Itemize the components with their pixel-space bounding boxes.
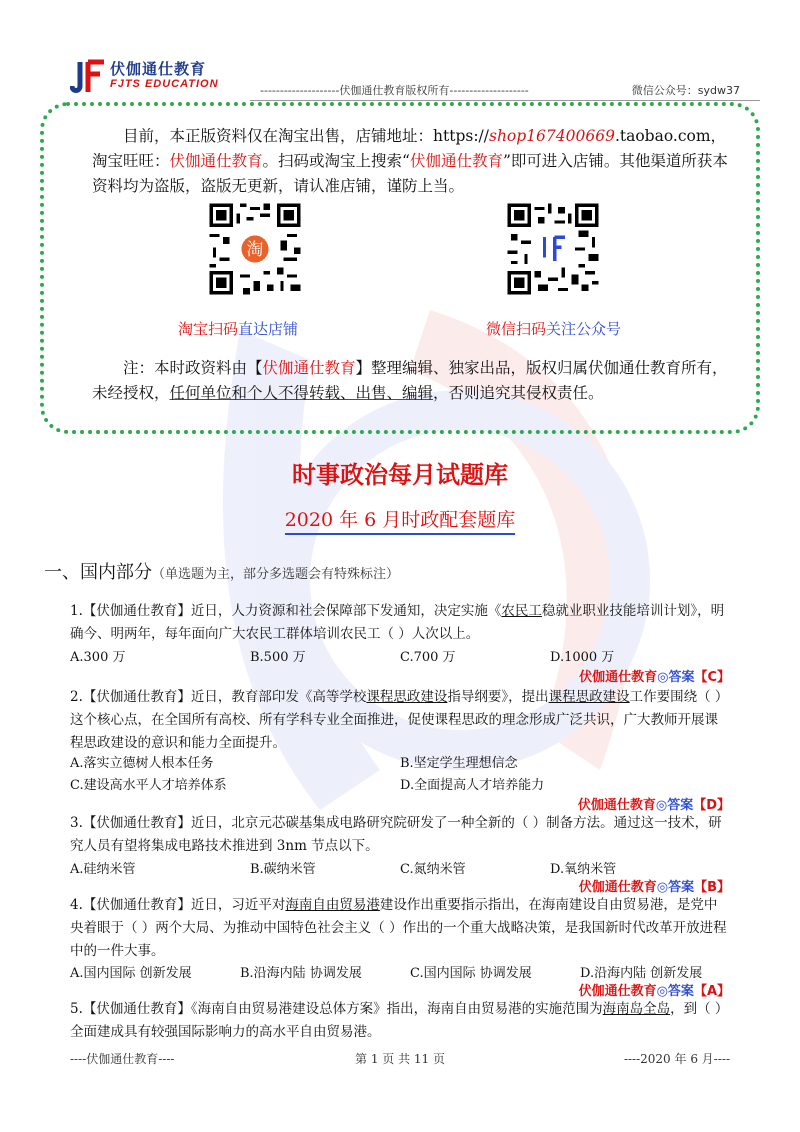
- taobao-qr-label: 淘宝扫码直达店铺: [178, 320, 299, 338]
- question-3: 3.【伏伽通仕教育】近日，北京元芯碳基集成电路研究院研发了一种全新的（ ）制备方法。通过这一技术，研究人员有望将集成电路技术推进到 3nm 节点以下。: [70, 815, 722, 854]
- option-d[interactable]: D.氧纳米管: [550, 862, 617, 877]
- option-b[interactable]: B.500 万: [250, 650, 306, 665]
- footer-page-number: 第 1 页 共 11 页: [355, 1052, 445, 1066]
- question-3-answer: 伏伽通仕教育◎答案【B】: [578, 880, 730, 895]
- wechat-qr-code[interactable]: [504, 200, 602, 298]
- jf-logo-icon: [70, 56, 106, 96]
- taobao-qr-badge: 淘: [246, 239, 264, 260]
- footer-date: ----2020 年 6 月----: [623, 1052, 730, 1066]
- question-1-options: [70, 646, 730, 668]
- option-c[interactable]: C.700 万: [400, 650, 456, 665]
- question-2-answer: 伏伽通仕教育◎答案【D】: [577, 798, 730, 813]
- header-divider: [250, 100, 760, 101]
- logo-chinese-text: 伏伽通仕教育: [110, 60, 207, 78]
- header-copyright: --------------------伏伽通仕教育版权所有--------------------: [260, 84, 529, 97]
- option-b[interactable]: B.坚定学生理想信念: [400, 756, 518, 771]
- page-subtitle: 2020 年 6 月时政配套题库: [0, 505, 800, 532]
- option-d[interactable]: D.沿海内陆 创新发展: [580, 966, 703, 981]
- option-a[interactable]: A.国内国际 创新发展: [70, 966, 192, 981]
- footer-brand: ----伏伽通仕教育----: [70, 1052, 175, 1066]
- option-d[interactable]: D.1000 万: [550, 650, 615, 665]
- taobao-qr-code[interactable]: [206, 200, 304, 298]
- option-b[interactable]: B.沿海内陆 协调发展: [240, 966, 362, 981]
- question-4-answer: 伏伽通仕教育◎答案【A】: [578, 984, 730, 999]
- page-header: [40, 52, 760, 96]
- option-c[interactable]: C.氮纳米管: [400, 862, 466, 877]
- shop-id[interactable]: shop167400669: [489, 127, 615, 145]
- option-c[interactable]: C.国内国际 协调发展: [410, 966, 532, 981]
- option-d[interactable]: D.全面提高人才培养能力: [400, 778, 545, 793]
- brand-logo: [70, 56, 250, 96]
- option-c[interactable]: C.建设高水平人才培养体系: [70, 778, 227, 793]
- option-a[interactable]: A.300 万: [70, 650, 126, 665]
- question-1: 1.【伏伽通仕教育】近日，人力资源和社会保障部下发通知，决定实施《农民工稳就业职业技能培训计划》，明确今、明两年，每年面向广大农民工群体培训农民工（ ）人次以上。: [70, 603, 725, 642]
- question-2: 2.【伏伽通仕教育】近日，教育部印发《高等学校课程思政建设指导纲要》，提出课程思政建设工作要围绕（ ）这个核心点，在全国所有高校、所有学科专业全面推进，促使课程思政的理念形成广泛共识，广大教师开展课程思政建设的意识和能力全面提升。: [70, 689, 729, 751]
- option-a[interactable]: A.硅纳米管: [70, 862, 136, 877]
- question-2-options-row-1: [70, 752, 730, 774]
- question-5: 5.【伏伽通仕教育】《海南自由贸易港建设总体方案》指出，海南自由贸易港的实施范围为海南岛全岛，到（ ）全面建成具有较强国际影响力的高水平自由贸易港。: [70, 1001, 729, 1040]
- notice-box: [40, 102, 760, 434]
- section-heading: 一、国内部分（单选题为主，部分多选题会有特殊标注）: [44, 562, 400, 583]
- question-4: 4.【伏伽通仕教育】近日，习近平对海南自由贸易港建设作出重要指示指出，在海南建设自由贸易港，是党中央着眼于（ ）两个大局、为推动中国特色社会主义（ ）作出的一个重大战略决策，是我国新时代改革开放进程中的一件大事。: [70, 897, 727, 959]
- page-title: 时事政治每月试题库: [292, 461, 508, 489]
- wechat-qr-label: 微信扫码关注公众号: [486, 320, 622, 338]
- header-wechat-id: 微信公众号：sydw37: [631, 84, 740, 97]
- option-a[interactable]: A.落实立德树人根本任务: [70, 756, 214, 771]
- logo-english-text: FJTS EDUCATION: [110, 78, 219, 90]
- question-2-options-row-2: [70, 774, 730, 796]
- notice-paragraph-2: 注：本时政资料由【伏伽通仕教育】整理编辑、独家出品，版权归属伏伽通仕教育所有，未经授权，任何单位和个人不得转载、出售、编辑，否则追究其侵权责任。: [92, 359, 728, 402]
- option-b[interactable]: B.碳纳米管: [250, 862, 316, 877]
- question-1-answer: 伏伽通仕教育◎答案【C】: [579, 670, 730, 685]
- notice-paragraph-1: 目前，本正版资料仅在淘宝出售，店铺地址：https://shop167400669.taobao.com，淘宝旺旺：伏伽通仕教育。扫码或淘宝上搜索“伏伽通仕教育”即可进入店铺。其他渠道所获本资料均为盗版，盗版无更新，请认准店铺，谨防上当。: [92, 127, 728, 195]
